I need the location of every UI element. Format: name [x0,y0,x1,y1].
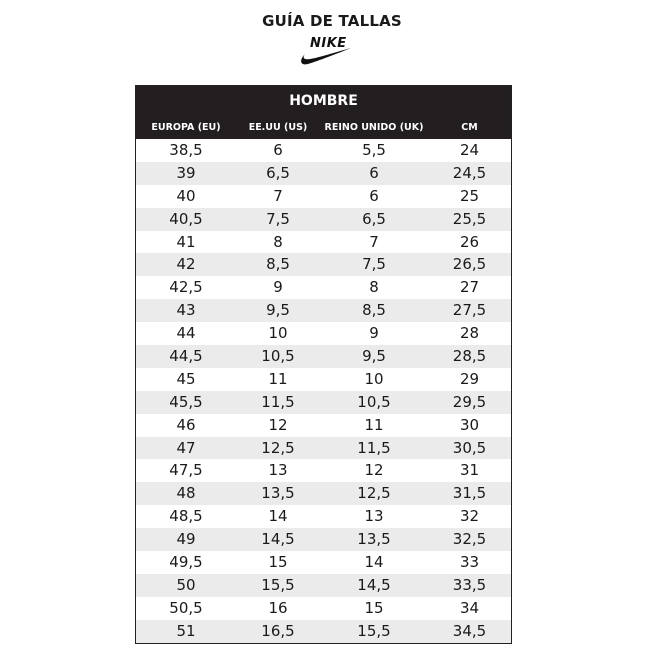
cell-us: 8,5 [266,255,290,274]
cell-eu: 44 [176,324,196,343]
table-body [136,139,511,643]
table-row [136,368,511,391]
page-title: GUÍA DE TALLAS [262,12,402,30]
cell-us: 15 [268,553,288,572]
table-row [136,437,511,460]
size-table [135,85,512,644]
cell-cm: 27,5 [452,301,487,320]
cell-cm: 34,5 [452,621,487,640]
cell-uk: 9,5 [362,347,386,366]
table-header [136,86,511,139]
table-row [136,459,511,482]
cell-cm: 26,5 [452,255,487,274]
swoosh-icon [296,46,352,68]
column-header-us: EE.UU (US) [248,122,308,133]
cell-uk: 9 [369,324,379,343]
cell-eu: 42,5 [169,278,203,297]
cell-eu: 50 [176,575,196,594]
cell-us: 14 [268,507,288,526]
cell-eu: 49,5 [169,553,203,572]
table-row [136,528,511,551]
table-row [136,345,511,368]
cell-cm: 30 [459,415,480,434]
cell-uk: 11,5 [357,438,391,457]
cell-uk: 15,5 [357,621,391,640]
cell-eu: 49 [176,530,196,549]
cell-cm: 31,5 [452,484,487,503]
cell-cm: 33 [459,553,480,572]
table-row [136,391,511,414]
cell-cm: 28,5 [452,347,487,366]
cell-us: 10,5 [261,347,295,366]
cell-cm: 33,5 [452,575,487,594]
table-row [136,482,511,505]
cell-eu: 43 [176,301,196,320]
table-row [136,299,511,322]
cell-cm: 34 [459,598,480,617]
cell-us: 16 [268,598,288,617]
section-title: HOMBRE [289,93,358,109]
table-row [136,551,511,574]
cell-uk: 12,5 [357,484,391,503]
cell-cm: 26 [459,232,480,251]
cell-eu: 44,5 [169,347,203,366]
cell-us: 11,5 [261,392,295,411]
cell-us: 6,5 [266,163,290,182]
cell-uk: 14 [364,553,384,572]
cell-uk: 13,5 [357,530,391,549]
cell-eu: 45 [176,369,196,388]
cell-uk: 7 [369,232,379,251]
column-header-cm: CM [461,122,478,133]
cell-us: 15,5 [261,575,295,594]
cell-eu: 47 [176,438,196,457]
column-header-uk: REINO UNIDO (UK) [324,122,424,133]
table-row [136,185,511,208]
cell-cm: 29,5 [452,392,487,411]
cell-us: 9,5 [266,301,290,320]
cell-cm: 27 [459,278,480,297]
cell-uk: 7,5 [362,255,386,274]
cell-eu: 51 [176,621,196,640]
cell-us: 12 [268,415,288,434]
table-row [136,597,511,620]
cell-cm: 30,5 [452,438,487,457]
cell-us: 7 [273,186,283,205]
cell-cm: 32 [459,507,480,526]
cell-us: 11 [268,369,288,388]
cell-uk: 13 [364,507,384,526]
cell-uk: 8,5 [362,301,386,320]
cell-eu: 40 [176,186,196,205]
table-row [136,208,511,231]
cell-us: 7,5 [266,209,290,228]
cell-uk: 12 [364,461,384,480]
table-row [136,322,511,345]
cell-eu: 42 [176,255,196,274]
cell-eu: 48 [176,484,196,503]
cell-cm: 25 [459,186,480,205]
cell-us: 6 [273,141,283,159]
nike-logo [296,36,354,70]
table-row [136,253,511,276]
cell-cm: 31 [459,461,480,480]
cell-us: 9 [273,278,283,297]
cell-us: 13,5 [261,484,295,503]
table-row [136,505,511,528]
cell-uk: 6 [369,163,379,182]
cell-uk: 5,5 [362,141,386,159]
cell-eu: 45,5 [169,392,203,411]
cell-eu: 46 [176,415,196,434]
cell-uk: 14,5 [357,575,391,594]
table-row [136,139,511,162]
column-headers [136,122,511,133]
cell-cm: 29 [459,369,480,388]
cell-eu: 50,5 [169,598,203,617]
table-row [136,414,511,437]
cell-cm: 25,5 [452,209,487,228]
cell-uk: 6,5 [362,209,386,228]
cell-us: 16,5 [261,621,295,640]
cell-cm: 24 [459,141,480,159]
cell-us: 12,5 [261,438,295,457]
table-row [136,231,511,254]
table-row [136,276,511,299]
table-row [136,574,511,597]
cell-uk: 8 [369,278,379,297]
cell-us: 8 [273,232,283,251]
cell-uk: 10 [364,369,384,388]
cell-eu: 41 [176,232,196,251]
brand-wordmark: NIKE [310,36,347,51]
cell-us: 14,5 [261,530,295,549]
cell-uk: 15 [364,598,384,617]
cell-eu: 39 [176,163,196,182]
cell-uk: 11 [364,415,384,434]
cell-cm: 24,5 [452,163,487,182]
cell-eu: 38,5 [169,141,203,159]
column-header-eu: EUROPA (EU) [151,122,221,133]
table-row [136,620,511,643]
cell-eu: 47,5 [169,461,203,480]
cell-uk: 10,5 [357,392,391,411]
cell-cm: 32,5 [452,530,487,549]
table-row [136,162,511,185]
cell-eu: 48,5 [169,507,203,526]
cell-uk: 6 [369,186,379,205]
cell-us: 10 [268,324,288,343]
cell-us: 13 [268,461,288,480]
cell-eu: 40,5 [169,209,203,228]
cell-cm: 28 [459,324,480,343]
